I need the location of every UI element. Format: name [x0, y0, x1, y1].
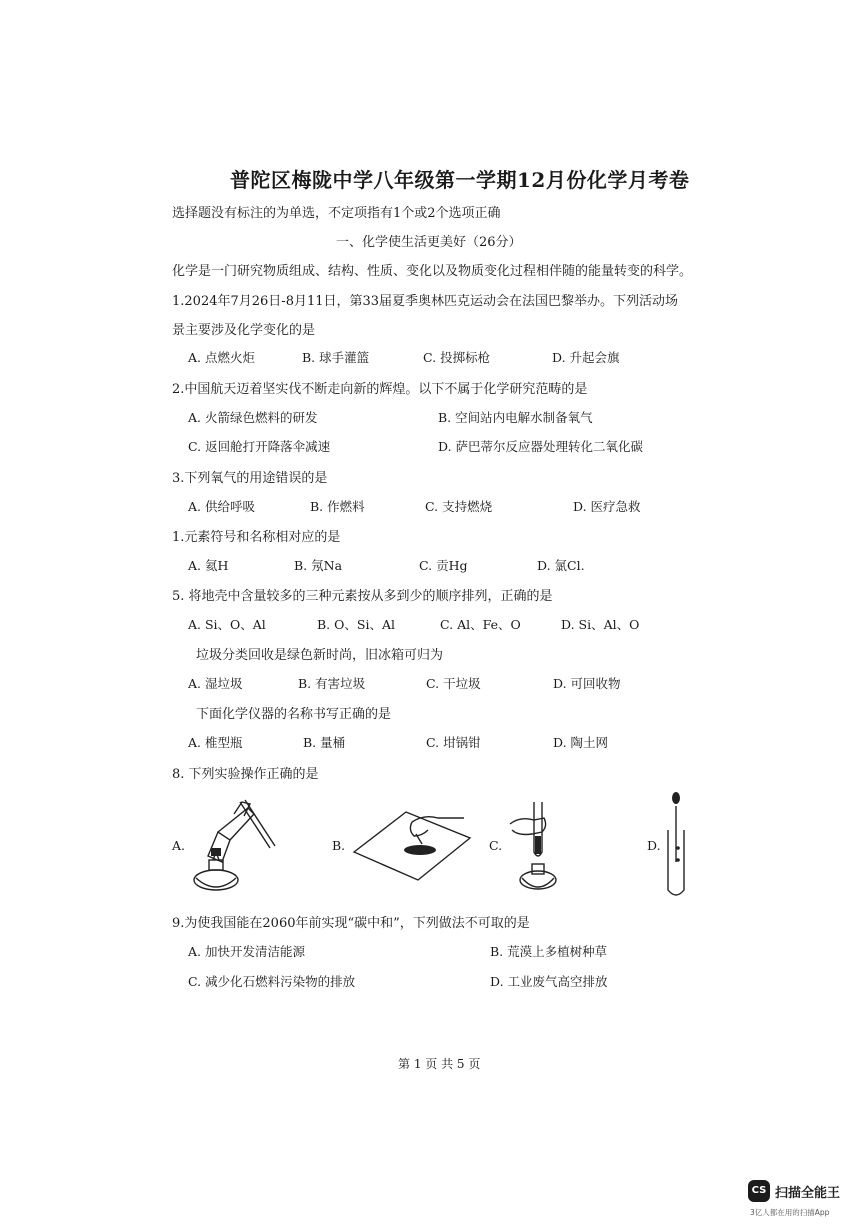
figure-b-powder-on-paper [352, 806, 472, 884]
question-1-stem-line2: 景主要涉及化学变化的是 [172, 323, 316, 338]
question-9-stem: 9.为使我国能在2060年前实现“碳中和”，下列做法不可取的是 [172, 916, 530, 931]
question-3-stem: 3.下列氧气的用途错误的是 [172, 471, 328, 486]
figure-d-dropper-test-tube [662, 790, 692, 900]
figure-d-label: D. [647, 838, 661, 853]
question-3-option-c: C. 支持燃烧 [425, 499, 493, 514]
question-7-option-a: A. 椎型瓶 [188, 735, 243, 750]
question-1-stem-line1: 1.2024年7月26日-8月11日，第33届夏季奥林匹克运动会在法国巴黎举办。下列活动场 [172, 294, 679, 309]
question-3-option-a: A. 供给呼吸 [188, 499, 255, 514]
exam-title: 普陀区梅陇中学八年级第一学期12月份化学月考卷 [230, 168, 690, 192]
question-9-option-b: B. 荒漠上多植树种草 [490, 944, 608, 959]
question-5-option-b: B. O、Si、Al [317, 617, 395, 632]
question-1-option-d: D. 升起会旗 [552, 350, 620, 365]
page-number: 第 1 页 共 5 页 [398, 1057, 481, 1071]
section-title: 一、化学使生活更美好（26分） [336, 235, 522, 250]
watermark-app-name: 扫描全能王 [775, 1186, 841, 1201]
figure-a-heating-tube [188, 792, 288, 896]
intro-text: 化学是一门研究物质组成、结构、性质、变化以及物质变化过程相伴随的能量转变的科学。 [172, 264, 693, 279]
question-1-option-c: C. 投掷标枪 [423, 350, 491, 365]
question-4-option-d: D. 氯Cl. [537, 558, 585, 573]
question-4-option-c: C. 贡Hg [419, 558, 468, 573]
question-3-option-d: D. 医疗急救 [573, 499, 641, 514]
figure-b-label: B. [332, 838, 346, 853]
question-2-option-a: A. 火箭绿色燃料的研发 [188, 410, 318, 425]
question-6-option-b: B. 有害垃圾 [298, 676, 366, 691]
question-5-option-c: C. Al、Fe、O [440, 617, 521, 632]
question-3-option-b: B. 作燃料 [310, 499, 365, 514]
question-6-stem: 垃圾分类回收是绿色新时尚，旧冰箱可归为 [196, 648, 444, 663]
figure-c-tube-over-lamp [508, 796, 578, 896]
question-5-stem: 5. 将地壳中含量较多的三种元素按从多到少的顺序排列，正确的是 [172, 589, 553, 604]
question-7-option-b: B. 量桶 [303, 735, 346, 750]
question-1-option-a: A. 点燃火炬 [188, 350, 255, 365]
figure-c-label: C. [489, 838, 503, 853]
question-6-option-c: C. 干垃圾 [426, 676, 481, 691]
question-7-option-d: D. 陶土网 [553, 735, 609, 750]
question-1-option-b: B. 球手灌篮 [302, 350, 370, 365]
question-5-option-d: D. Si、Al、O [561, 617, 640, 632]
question-2-option-c: C. 返回舱打开降落伞减速 [188, 439, 331, 454]
question-6-option-d: D. 可回收物 [553, 676, 621, 691]
instruction-text: 选择题没有标注的为单选，不定项指有1个或2个选项正确 [172, 206, 501, 221]
question-4-option-b: B. 氖Na [294, 558, 343, 573]
scanner-watermark [748, 1180, 860, 1220]
question-2-stem: 2.中国航天迈着坚实伐不断走向新的辉煌。以下不属于化学研究范畴的是 [172, 382, 588, 397]
question-2-option-b: B. 空间站内电解水制备氧气 [438, 410, 593, 425]
question-4-stem: 1.元素符号和名称相对应的是 [172, 530, 341, 545]
question-9-option-d: D. 工业废气高空排放 [490, 974, 608, 989]
question-8-stem: 8. 下列实验操作正确的是 [172, 767, 319, 782]
question-7-option-c: C. 坩锅钳 [426, 735, 481, 750]
watermark-tagline: 3亿人都在用的扫描App [750, 1208, 830, 1217]
question-9-option-a: A. 加快开发清洁能源 [188, 944, 305, 959]
figure-a-label: A. [172, 838, 186, 853]
question-7-stem: 下面化学仪器的名称书写正确的是 [196, 707, 392, 722]
cs-logo-icon: CS [748, 1180, 770, 1202]
question-9-option-c: C. 减少化石燃料污染物的排放 [188, 974, 356, 989]
question-4-option-a: A. 氦H [188, 558, 229, 573]
question-6-option-a: A. 湿垃圾 [188, 676, 243, 691]
question-5-option-a: A. Si、O、Al [188, 617, 266, 632]
question-2-option-d: D. 萨巴蒂尔反应器处理转化二氧化碳 [438, 439, 644, 454]
